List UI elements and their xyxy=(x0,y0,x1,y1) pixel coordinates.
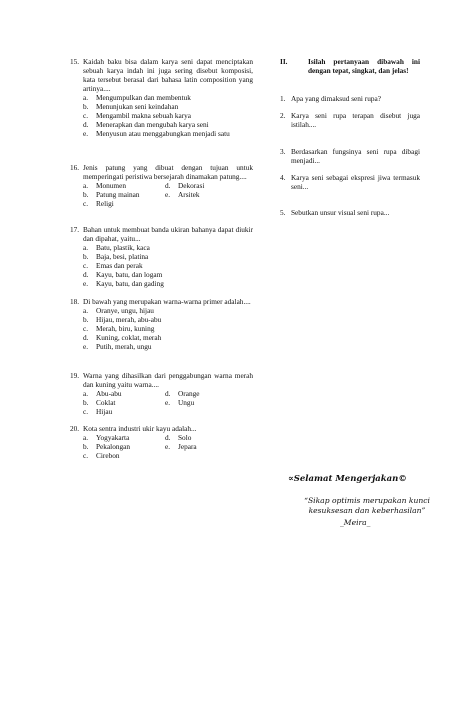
question-15 xyxy=(70,57,253,138)
option-d: d. Kuning, coklat, merah xyxy=(83,333,162,342)
option-b: b. Coklat xyxy=(83,398,116,407)
question-text: Warna yang dihasilkan dari penggabungan warna merah dan kuning yaitu warna.... xyxy=(83,371,253,389)
option-a: a. Abu-abu xyxy=(83,389,122,398)
question-number: 16. xyxy=(70,163,80,172)
option-a: a. Monumen xyxy=(83,181,126,190)
essay-question-4: 4. Karya seni sebagai ekspresi jiwa termasuk seni... xyxy=(280,173,420,191)
essay-question-2: 2. Karya seni rupa terapan disebut juga istilah.... xyxy=(280,111,420,129)
question-17 xyxy=(70,225,253,288)
question-19 xyxy=(70,371,253,416)
section-title: Isilah pertanyaan dibawah ini dengan tepat, singkat, dan jelas! xyxy=(308,57,420,75)
option-d: d. Kayu, batu, dan logam xyxy=(83,270,163,279)
essay-question-3: 3. Berdasarkan fungsinya seni rupa dibagi menjadi... xyxy=(280,147,420,165)
question-number: 20. xyxy=(70,424,80,433)
question-number: 15. xyxy=(70,57,80,66)
section-number: II. xyxy=(280,57,288,66)
question-number: 19. xyxy=(70,371,80,380)
essay-question-1: 1. Apa yang dimaksud seni rupa? xyxy=(280,94,381,103)
option-d: d. Dekorasi xyxy=(165,181,205,190)
question-number: 17. xyxy=(70,225,80,234)
question-18 xyxy=(70,297,253,351)
option-e: e. Arsitek xyxy=(165,190,200,199)
option-a: a. Oranye, ungu, hijau xyxy=(83,306,154,315)
option-a: a. Yogyakarta xyxy=(83,433,130,442)
option-e: e. Menyusun atau menggabungkan menjadi satu xyxy=(83,129,230,138)
option-c: c. Mengambil makna sebuah karya xyxy=(83,111,192,120)
option-e: e. Putih, merah, ungu xyxy=(83,342,152,351)
motivational-quote: “Sikap optimis merupakan kunci kesuksesan dan keberhasilan” xyxy=(304,496,430,515)
option-d: d. Orange xyxy=(165,389,200,398)
option-b: b. Menunjukan seni keindahan xyxy=(83,102,179,111)
question-text: Jenis patung yang dibuat dengan tujuan untuk memperingati peristiwa bersejarah dinamakan patung.... xyxy=(83,163,253,181)
option-e: e. Jepara xyxy=(165,442,197,451)
essay-question-5: 5. Sebutkan unsur visual seni rupa... xyxy=(280,208,390,217)
question-number: 18. xyxy=(70,297,80,306)
question-16 xyxy=(70,163,253,208)
question-text: Di bawah yang merupakan warna-warna primer adalah.... xyxy=(83,297,251,306)
question-text: Kaidah baku bisa dalam karya seni dapat menciptakan sebuah karya indah ini juga sering disebut komposisi, kata tersebut berasal dari bahasa latin composition yang artinya.... xyxy=(83,57,253,93)
quote-author: _Meira_ xyxy=(340,518,371,527)
option-c: c. Emas dan perak xyxy=(83,261,143,270)
option-b: b. Pekalongan xyxy=(83,442,131,451)
question-text: Kota sentra industri ukir kayu adalah... xyxy=(83,424,197,433)
question-text: Bahan untuk membuat banda ukiran bahanya dapat diukir dan dipahat, yaitu... xyxy=(83,225,253,243)
option-e: e. Ungu xyxy=(165,398,195,407)
option-d: d. Solo xyxy=(165,433,192,442)
option-c: c. Religi xyxy=(83,199,114,208)
option-c: c. Hijau xyxy=(83,407,113,416)
option-e: e. Kayu, batu, dan gading xyxy=(83,279,164,288)
question-20 xyxy=(70,424,253,460)
section-2-header xyxy=(280,57,420,75)
option-c: c. Merah, biru, kuning xyxy=(83,324,155,333)
option-b: b. Hijau, merah, abu-abu xyxy=(83,315,162,324)
option-b: b. Baja, besi, platina xyxy=(83,252,149,261)
option-b: b. Patung mainan xyxy=(83,190,140,199)
option-d: d. Menerapkan dan mengubah karya seni xyxy=(83,120,209,129)
closing-greeting: ∝Selamat Mengerjakan© xyxy=(288,474,407,484)
option-a: a. Mengumpulkan dan membentuk xyxy=(83,93,191,102)
option-c: c. Cirebon xyxy=(83,451,120,460)
option-a: a. Batu, plastik, kaca xyxy=(83,243,150,252)
